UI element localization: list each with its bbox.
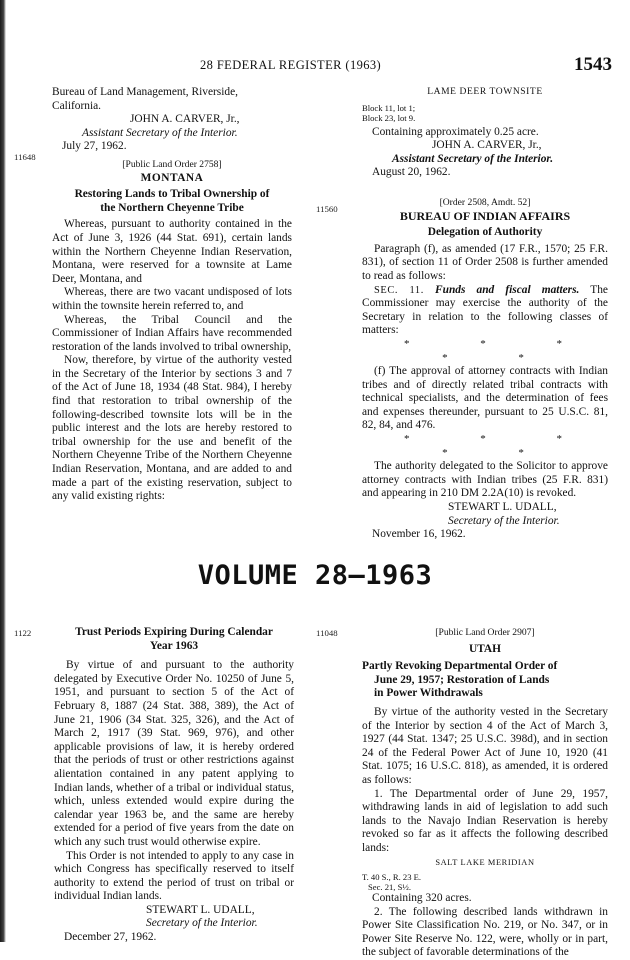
paragraph: This Order is not intended to apply to any case in which Congress has specifically reserved to itself authority to extend the period of trust on tribal or individual Indian lands. xyxy=(54,849,294,903)
section-heading: Year 1963 xyxy=(149,639,199,652)
signature-title: Secretary of the Interior. xyxy=(146,917,258,930)
margin-number: 1122 xyxy=(14,628,32,638)
paragraph: Now, therefore, by virtue of the authority vested in the Secretary of the Interior by sections 3 and 7 of the Act of June 18, 1934 (48 Stat. 984), I hereby find that restoration to tribal ownership of the following-described townsite lots will be in the public interest and the lots are hereby restored to tribal ownership for the use and benefit of the Northern Cheyenne Tribe of the Northern Cheyenne Indian Reservation, Montana, and are added to and made a part of the existing reservation, subject to any valid existing rights: xyxy=(52,354,292,503)
section-heading: in Power Withdrawals xyxy=(374,687,483,700)
separator-stars: * * * * * xyxy=(404,337,596,364)
margin-number: 11048 xyxy=(316,628,338,638)
margin-number: 11648 xyxy=(14,152,36,162)
order-number: [Public Land Order 2907] xyxy=(435,627,535,638)
date: December 27, 1962. xyxy=(64,931,157,944)
order-number: [Order 2508, Amdt. 52] xyxy=(439,196,531,208)
bottom-left-column xyxy=(54,626,294,945)
tract-line: Sec. 21, S½. xyxy=(368,882,411,893)
page-number: 1543 xyxy=(574,54,612,75)
state-heading: UTAH xyxy=(468,642,502,655)
paragraph: Paragraph (f), as amended (17 F.R., 1570; 25 F.R. 831), of section 11 of Order 2508 is further amended to read as follows: xyxy=(362,242,608,282)
top-right-column xyxy=(362,86,608,542)
state-heading: MONTANA xyxy=(140,171,204,184)
paragraph: Containing approximately 0.25 acre. xyxy=(372,125,539,138)
section-heading: Partly Revoking Departmental Order of xyxy=(362,660,558,673)
paragraph: By virtue of and pursuant to the authority delegated by Executive Order No. 10250 of June 5, 1951, and pursuant to section 5 of the Act of February 8, 1887 (24 Stat. 388, 389), the Act of June 21, 1906 (34 Stat. 325, 326), and the Act of March 2, 1917 (39 Stat. 969, 976), and other applicable provisions of law, it is hereby ordered that the periods of trust or other restrictions against alientation contained in any patent applying to Indian lands, whether of a tribal or individual status, which, unless extended would expire during the calendar year 1963 be, and the same are hereby extended for a period of five years from the date on which any such trust would otherwise expire. xyxy=(54,659,294,848)
section-heading: Delegation of Authority xyxy=(427,226,543,239)
paragraph: 1. The Departmental order of June 29, 1957, withdrawing lands in aid of legislation to add such lands to the Navajo Indian Reservation is hereby revoked so far as it affects the following described lands: xyxy=(362,787,608,854)
paragraph: By virtue of the authority vested in the Secretary of the Interior by section 4 of the Act of March 3, 1927 (44 Stat. 1347; 25 U.S.C. 398d), and in section 24 of the Federal Power Act of June 10, 1920 (41 Stat. 1075; 16 U.S.C. 818), as amended, it is ordered as follows: xyxy=(362,705,608,786)
signature-title: Secretary of the Interior. xyxy=(448,514,560,527)
paragraph: Whereas, pursuant to authority contained in the Act of June 3, 1926 (44 Stat. 691), certain lands within the Northern Cheyenne Indian Reservation, Montana, were reserved for a townsite at Lame Deer, Montana, and xyxy=(52,218,292,285)
signature: JOHN A. CARVER, Jr., xyxy=(130,113,240,126)
signature-title: Assistant Secretary of the Interior. xyxy=(82,126,238,139)
volume-banner: VOLUME 28—1963 xyxy=(197,560,433,591)
section-heading: Trust Periods Expiring During Calendar xyxy=(75,626,273,638)
meridian-heading: SALT LAKE MERIDIAN xyxy=(435,857,535,867)
section-text: The Commissioner may exercise the authority of the Secretary in relation to the following classes of matters: xyxy=(362,283,608,337)
page-header xyxy=(50,56,612,76)
order-number: [Public Land Order 2758] xyxy=(122,158,222,170)
bottom-right-column xyxy=(362,626,608,960)
date: July 27, 1962. xyxy=(62,140,127,153)
tract-line: T. 40 S., R. 23 E. xyxy=(362,872,422,883)
bureau-heading: BUREAU OF INDIAN AFFAIRS xyxy=(399,208,571,223)
signature: JOHN A. CARVER, Jr., xyxy=(432,139,542,152)
running-head: 28 FEDERAL REGISTER (1963) xyxy=(200,58,382,72)
text-line: Bureau of Land Management, Riverside, xyxy=(52,86,238,98)
paragraph: 2. The following described lands withdrawn in Power Site Classification No. 219, or No. 347, or in Power Site Reserve No. 122, were, wholly or in part, the subject of favorable determinations of the xyxy=(362,905,608,959)
tract-line: Block 11, lot 1; xyxy=(362,102,416,113)
date: August 20, 1962. xyxy=(372,166,451,179)
paragraph: Whereas, there are two vacant undisposed of lots within the townsite herein referred to, and xyxy=(52,286,292,312)
text-line: California. xyxy=(52,99,102,112)
date: November 16, 1962. xyxy=(372,528,466,541)
section-paragraph xyxy=(362,284,608,338)
section-heading: June 29, 1957; Restoration of Lands xyxy=(374,673,550,686)
margin-number: 11560 xyxy=(316,204,338,214)
top-left-column xyxy=(52,86,292,504)
separator-stars: * * * * * xyxy=(404,433,596,459)
section-label: SEC. 11. xyxy=(374,284,424,296)
paragraph: The authority delegated to the Solicitor to approve attorney contracts with Indian tribes (25 F.R. 831) and appearing in 210 DM 2.2A(10) is revoked. xyxy=(362,460,608,500)
signature-title: Assistant Secretary of the Interior. xyxy=(392,152,554,165)
scan-edge xyxy=(0,0,6,942)
townsite-heading: LAME DEER TOWNSITE xyxy=(427,87,543,97)
signature: STEWART L. UDALL, xyxy=(448,501,557,514)
section-heading: the Northern Cheyenne Tribe xyxy=(100,201,244,214)
signature: STEWART L. UDALL, xyxy=(146,903,255,916)
paragraph: Whereas, the Tribal Council and the Commissioner of Indian Affairs have recommended restoration of the lands involved to tribal ownership, xyxy=(52,313,292,353)
paragraph: Containing 320 acres. xyxy=(372,892,472,905)
tract-line: Block 23, lot 9. xyxy=(362,112,416,123)
paragraph: (f) The approval of attorney contracts with Indian tribes and of directly related tribal contracts with technical specialists, and the determination of fees and expenses thereunder, pursuant to 25 U.S.C. 81, 82, 84, and 476. xyxy=(362,365,608,432)
section-heading: Restoring Lands to Tribal Ownership of xyxy=(74,188,270,201)
section-title: Funds and fiscal matters. xyxy=(435,283,580,296)
